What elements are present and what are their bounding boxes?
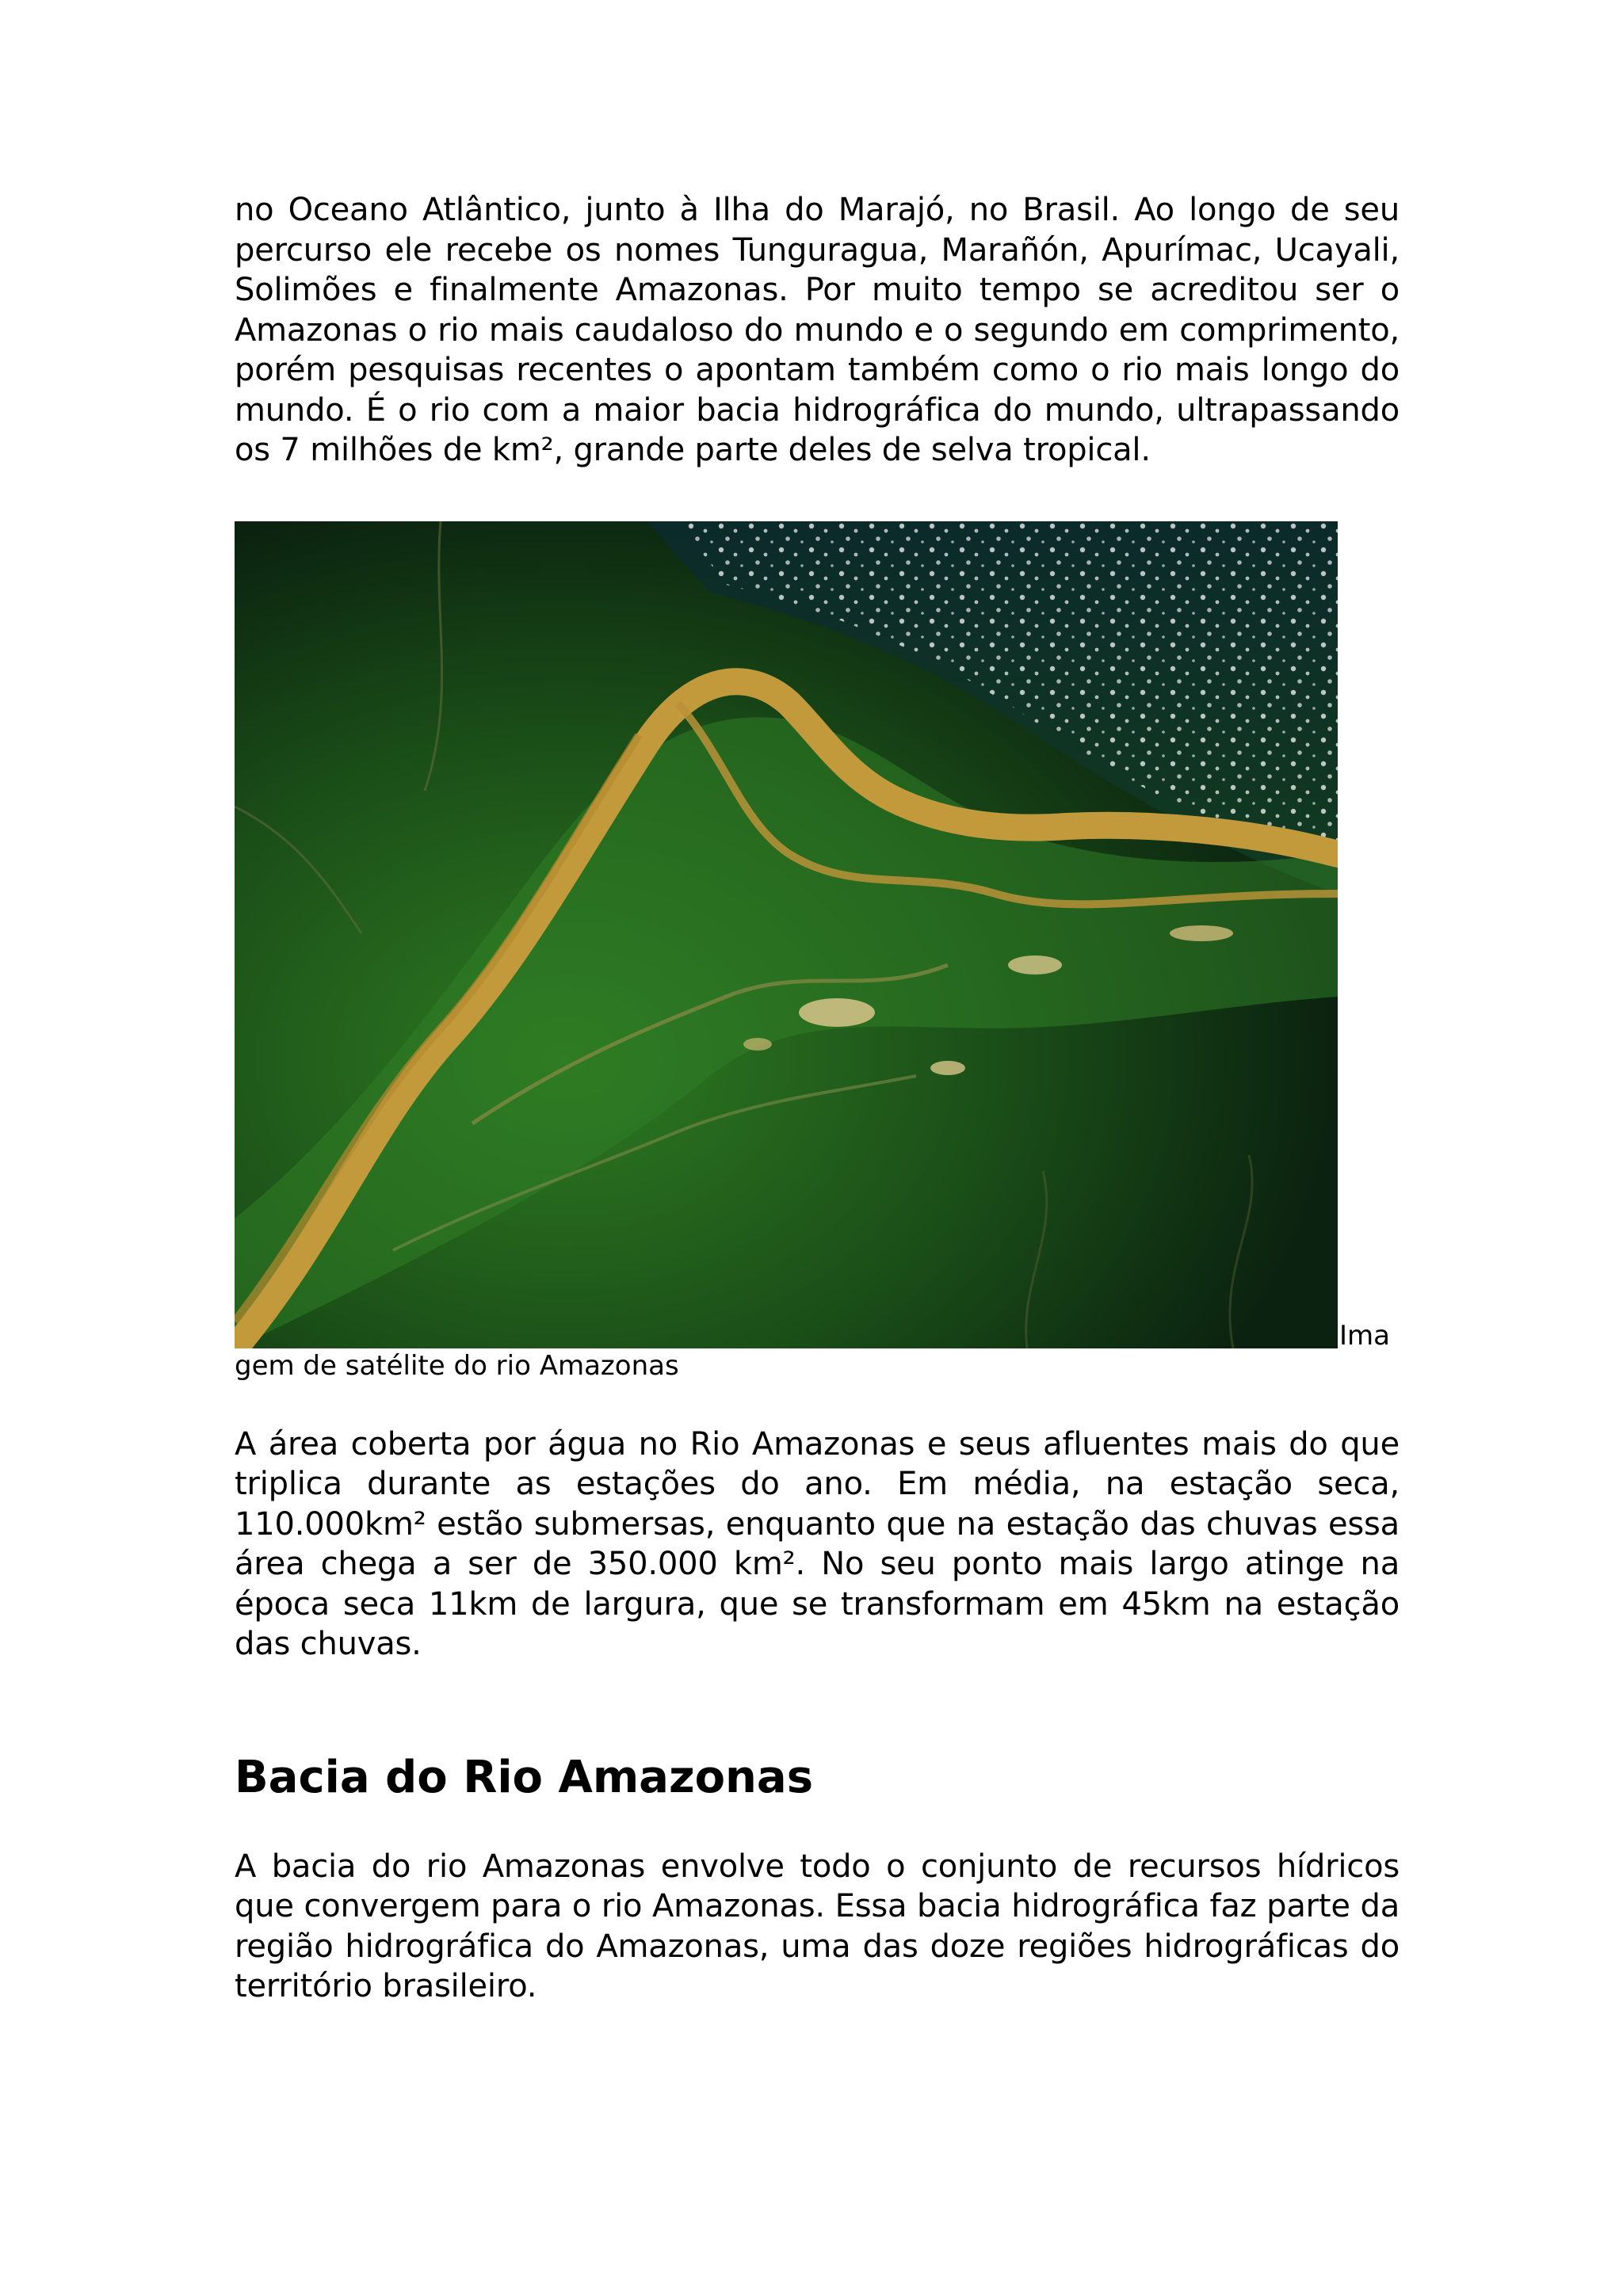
bacia-paragraph: A bacia do rio Amazonas envolve todo o conjunto de recursos hídricos que convergem para o rio Amazonas. Essa bacia hidrográfica faz parte da região hidrográfica do Amazonas, uma das doze regiões hidrográficas do território brasileiro.	[235, 1848, 1400, 2004]
water-area-paragraph: A área coberta por água no Rio Amazonas e seus afluentes mais do que triplica durante as estações do ano. Em média, na estação seca, 110.000km² estão submersas, enquanto que na estação das chuvas essa área chega a ser de 350.000 km². No seu ponto mais largo atinge na época seca 11km de largura, que se transformam em 45km na estação das chuvas.	[235, 1425, 1400, 1662]
document-page	[235, 190, 1400, 2007]
section-heading-bacia: Bacia do Rio Amazonas	[235, 1751, 814, 1803]
amazon-satellite-image	[235, 521, 1338, 1348]
caption-part-2: gem de satélite do rio Amazonas	[235, 1349, 679, 1382]
satellite-figure	[235, 521, 1400, 1382]
caption-part-1: Ima	[1339, 1319, 1390, 1352]
intro-paragraph: no Oceano Atlântico, junto à Ilha do Marajó, no Brasil. Ao longo de seu percurso ele recebe os nomes Tunguragua, Marañón, Apurímac, Ucayali, Solimões e finalmente Amazonas. Por muito tempo se acreditou ser o Amazonas o rio mais caudaloso do mundo e o segundo em comprimento, porém pesquisas recentes o apontam também como o rio mais longo do mundo. É o rio com a maior bacia hidrográfica do mundo, ultrapassando os 7 milhões de km², grande parte deles de selva tropical.	[235, 192, 1400, 468]
